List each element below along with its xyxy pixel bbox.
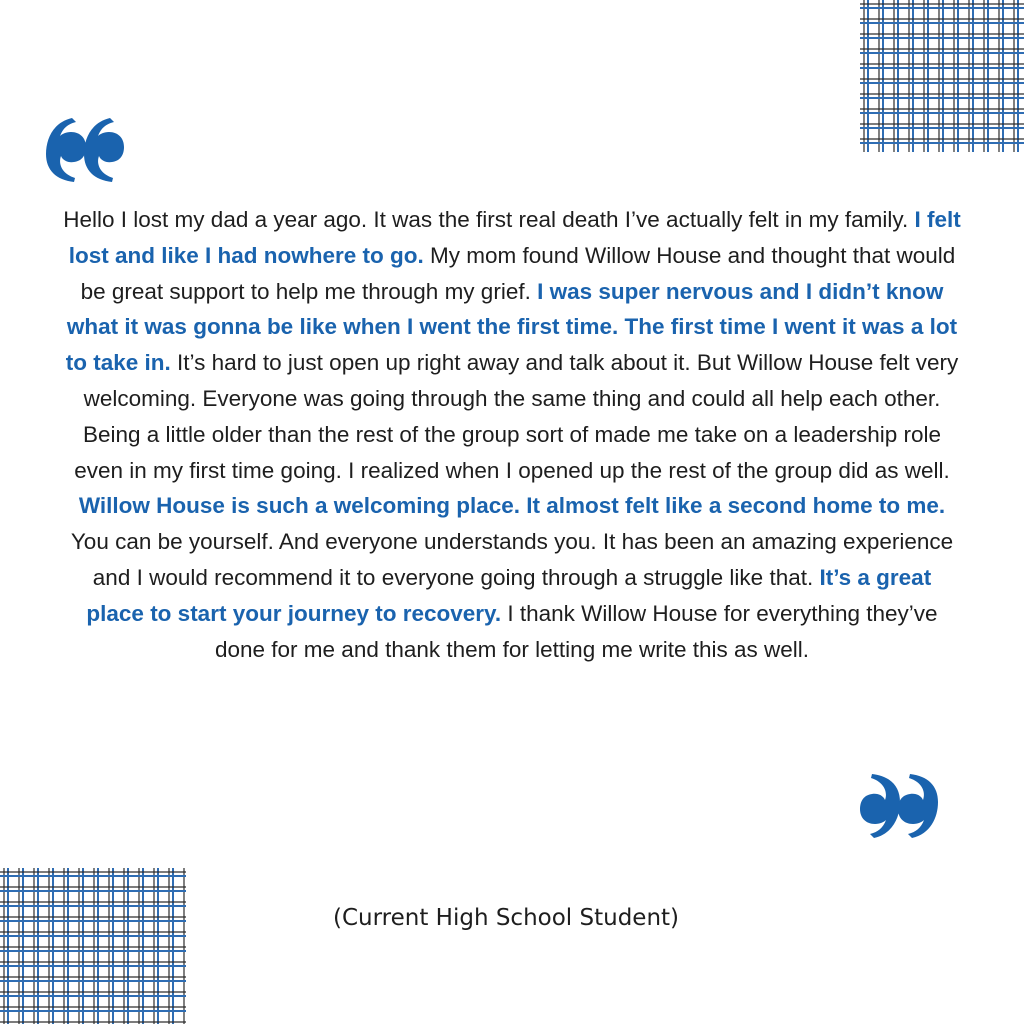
close-quote-icon: [858, 772, 940, 840]
testimonial-segment: It’s hard to just open up right away and talk about it. But Willow House felt very welcoming. Everyone was going through the same thing and could all help each other. Being a little older than the rest of the group sort of made me take on a leadership role even in my first time going. I realized when I opened up the rest of the group did as well.: [74, 350, 959, 483]
testimonial-segment: My mom found Willow House and thought that would be great support to help me through my grief.: [80, 242, 956, 304]
testimonial-highlight: I felt lost and like I had nowhere to go.: [68, 207, 961, 268]
testimonial-text: [62, 202, 962, 667]
testimonial-segment: Hello I lost my dad a year ago. It was the first real death I’ve actually felt in my family.: [63, 207, 915, 232]
testimonial-highlight: I was super nervous and I didn’t know what it was gonna be like when I went the first time. The first time I went it was a lot to take in.: [65, 278, 958, 376]
testimonial-segment: You can be yourself. And everyone understands you. It has been an amazing experience and I would recommend it to everyone going through a struggle like that.: [70, 529, 954, 590]
attribution-text: (Current High School Student): [332, 905, 680, 931]
testimonial-segment: I thank Willow House for everything they’ve done for me and thank them for letting me write this as well.: [214, 600, 938, 662]
testimonial-highlight: Willow House is such a welcoming place. It almost felt like a second home to me.: [78, 493, 946, 519]
plaid-grid-decoration-top: [860, 0, 1024, 152]
open-quote-icon: [44, 116, 126, 184]
plaid-grid-decoration-bottom: [0, 868, 186, 1024]
testimonial-highlight: It’s a great place to start your journey to recovery.: [86, 564, 932, 626]
